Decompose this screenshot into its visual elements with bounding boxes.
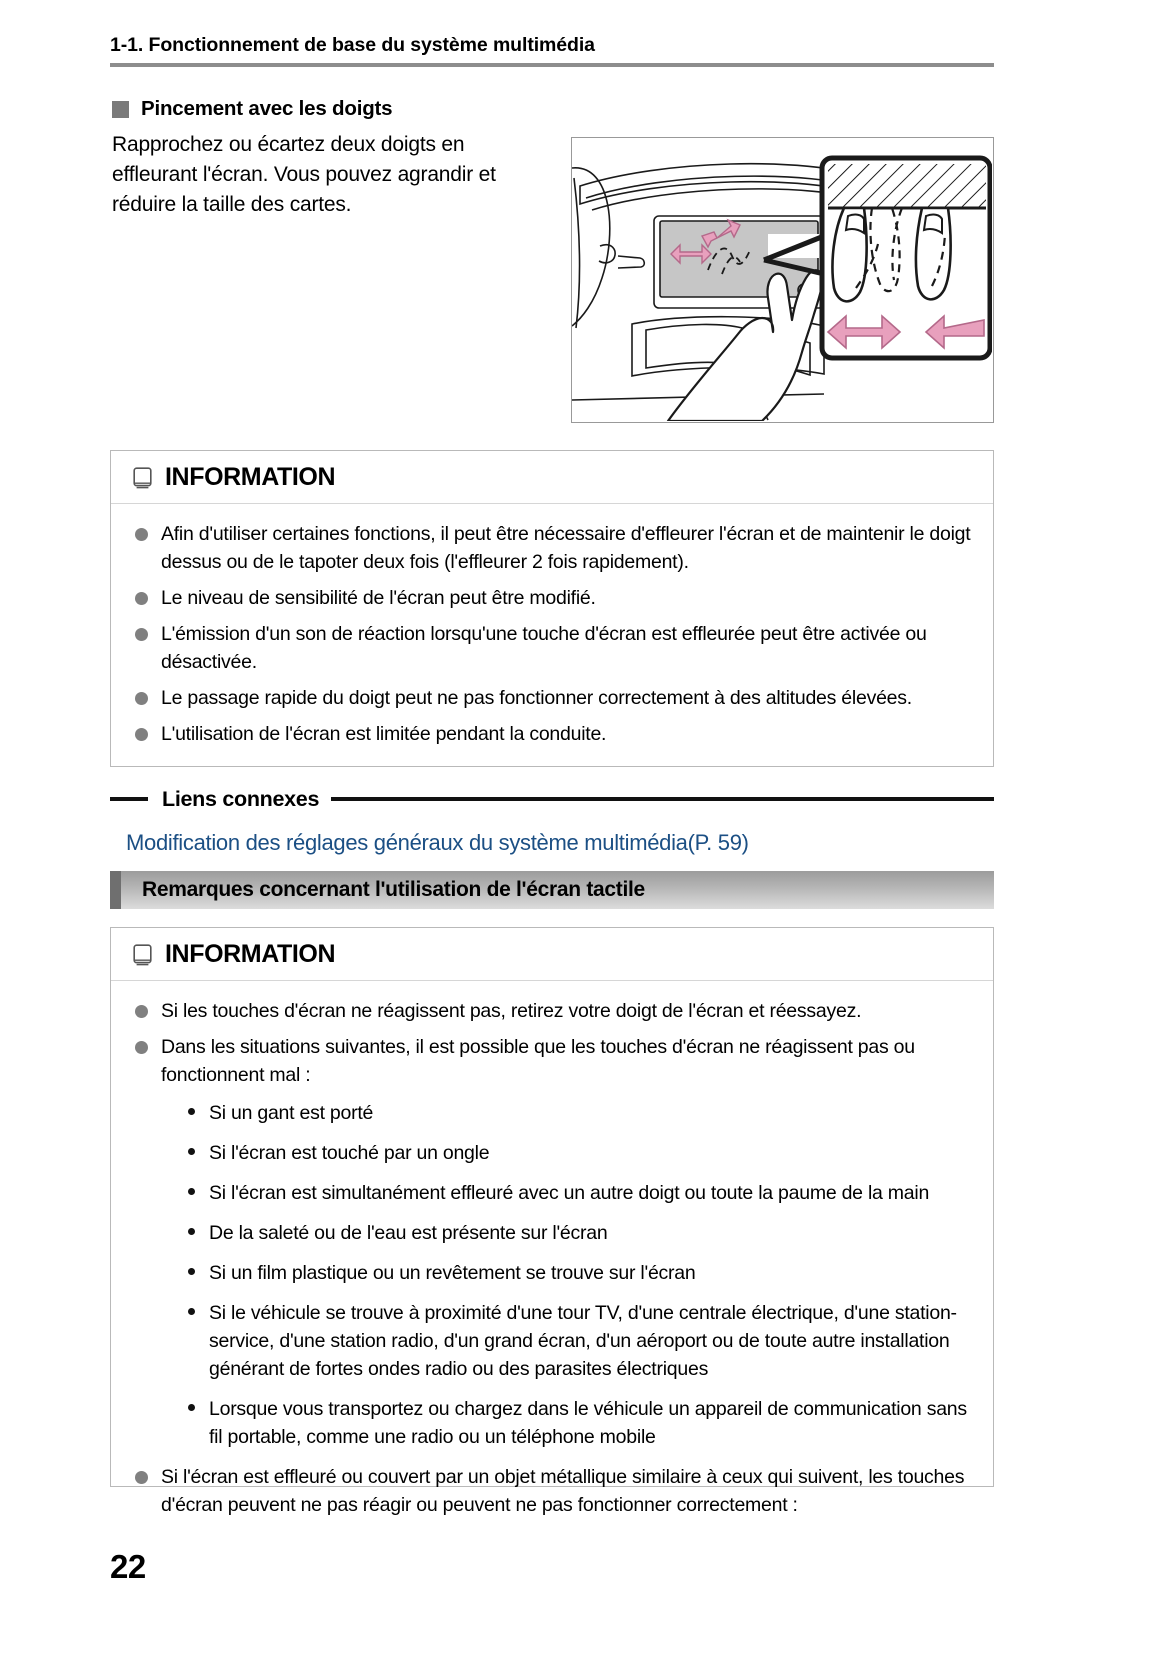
sub-bullet-dot-icon	[188, 1404, 195, 1411]
sub-list-item	[185, 1099, 971, 1127]
list-item	[133, 684, 971, 712]
information-box-1	[110, 450, 994, 767]
sub-list-item	[185, 1219, 971, 1247]
list-item	[133, 584, 971, 612]
sub-list-item-text: Si l'écran est touché par un ongle	[209, 1142, 490, 1164]
section-title: Remarques concernant l'utilisation de l'écran tactile	[142, 878, 645, 901]
section-title-bar	[110, 871, 994, 909]
bullet-dot-icon	[135, 528, 148, 541]
bullet-dot-icon	[135, 1005, 148, 1018]
running-header	[110, 34, 994, 67]
list-item	[133, 997, 971, 1025]
list-item-text: Si les touches d'écran ne réagissent pas, retirez votre doigt de l'écran et réessayez.	[161, 1000, 862, 1022]
information-note-icon	[133, 944, 152, 966]
sub-bullet-dot-icon	[188, 1148, 195, 1155]
bullet-dot-icon	[135, 592, 148, 605]
sub-list-item	[185, 1395, 971, 1451]
information-box-2-body	[111, 981, 993, 1537]
list-item-text: Si l'écran est effleuré ou couvert par un objet métallique similaire à ceux qui suivent, les touches d'écran peuvent ne pas réagir ou peuvent ne pas fonctionner correctement :	[161, 1466, 965, 1516]
list-item	[133, 620, 971, 676]
list-item	[133, 1463, 971, 1519]
subsection-title: Pincement avec les doigts	[141, 97, 393, 120]
information-box-2-header	[111, 928, 993, 981]
sub-list	[161, 1099, 971, 1451]
pinch-gesture-illustration	[571, 137, 994, 423]
bullet-dot-icon	[135, 628, 148, 641]
information-box-2-title: INFORMATION	[165, 940, 336, 968]
rule-left	[110, 797, 148, 801]
header-rule	[110, 63, 994, 67]
bullet-dot-icon	[135, 692, 148, 705]
information-box-1-list	[133, 520, 971, 748]
bullet-dot-icon	[135, 1041, 148, 1054]
sub-list-item-text: Si un film plastique ou un revêtement se trouve sur l'écran	[209, 1262, 696, 1284]
list-item-text: Le niveau de sensibilité de l'écran peut être modifié.	[161, 587, 596, 609]
sub-bullet-dot-icon	[188, 1308, 195, 1315]
sub-list-item	[185, 1299, 971, 1383]
subsection-heading	[112, 97, 392, 121]
information-box-1-body	[111, 504, 993, 766]
sub-bullet-dot-icon	[188, 1188, 195, 1195]
subsection-body-text: Rapprochez ou écartez deux doigts en effleurant l'écran. Vous pouvez agrandir et réduire la taille des cartes.	[112, 133, 496, 216]
chapter-reference: 1-1. Fonctionnement de base du système multimédia	[110, 34, 595, 56]
list-item	[133, 1033, 971, 1451]
sub-list-item	[185, 1139, 971, 1167]
bullet-dot-icon	[135, 1471, 148, 1484]
sub-list-item-text: Lorsque vous transportez ou chargez dans le véhicule un appareil de communication sans fil portable, comme une radio ou un téléphone mobile	[209, 1398, 967, 1448]
sub-list-item	[185, 1259, 971, 1287]
rule-right	[331, 797, 994, 801]
information-note-icon	[133, 467, 152, 489]
related-links-section	[110, 785, 994, 856]
list-item-text: Dans les situations suivantes, il est possible que les touches d'écran ne réagissent pas ou fonctionnent mal :	[161, 1036, 915, 1086]
list-item	[133, 520, 971, 576]
bullet-dot-icon	[135, 728, 148, 741]
page-number: 22	[110, 1548, 146, 1585]
related-links-label: Liens connexes	[162, 786, 320, 811]
related-links-header	[110, 785, 994, 813]
sub-list-item-text: De la saleté ou de l'eau est présente sur l'écran	[209, 1222, 608, 1244]
sub-list-item-text: Si un gant est porté	[209, 1102, 374, 1124]
sub-bullet-dot-icon	[188, 1228, 195, 1235]
information-box-1-title: INFORMATION	[165, 463, 336, 491]
information-box-2	[110, 927, 994, 1516]
list-item-text: L'émission d'un son de réaction lorsqu'une touche d'écran est effleurée peut être activée ou désactivée.	[161, 623, 927, 673]
list-item-text: Le passage rapide du doigt peut ne pas fonctionner correctement à des altitudes élevées.	[161, 687, 912, 709]
list-item-text: L'utilisation de l'écran est limitée pendant la conduite.	[161, 723, 607, 745]
information-box-2-list	[133, 997, 971, 1519]
square-marker-icon	[112, 101, 129, 118]
related-link[interactable]: Modification des réglages généraux du système multimédia(P. 59)	[126, 830, 749, 855]
list-item-text: Afin d'utiliser certaines fonctions, il peut être nécessaire d'effleurer l'écran et de maintenir le doigt dessus ou de le tapoter deux fois (l'effleurer 2 fois rapidement).	[161, 523, 971, 573]
sub-list-item-text: Si le véhicule se trouve à proximité d'une tour TV, d'une centrale électrique, d'une station-service, d'une station radio, d'un grand écran, d'un aéroport ou de toute autre installation générant de fortes ondes radio ou des parasites électriques	[209, 1302, 957, 1380]
information-box-1-header	[111, 451, 993, 504]
section-bar-tab	[110, 871, 121, 909]
sub-bullet-dot-icon	[188, 1268, 195, 1275]
sub-bullet-dot-icon	[188, 1108, 195, 1115]
list-item	[133, 720, 971, 748]
sub-list-item-text: Si l'écran est simultanément effleuré avec un autre doigt ou toute la paume de la main	[209, 1182, 930, 1204]
sub-list-item	[185, 1179, 971, 1207]
